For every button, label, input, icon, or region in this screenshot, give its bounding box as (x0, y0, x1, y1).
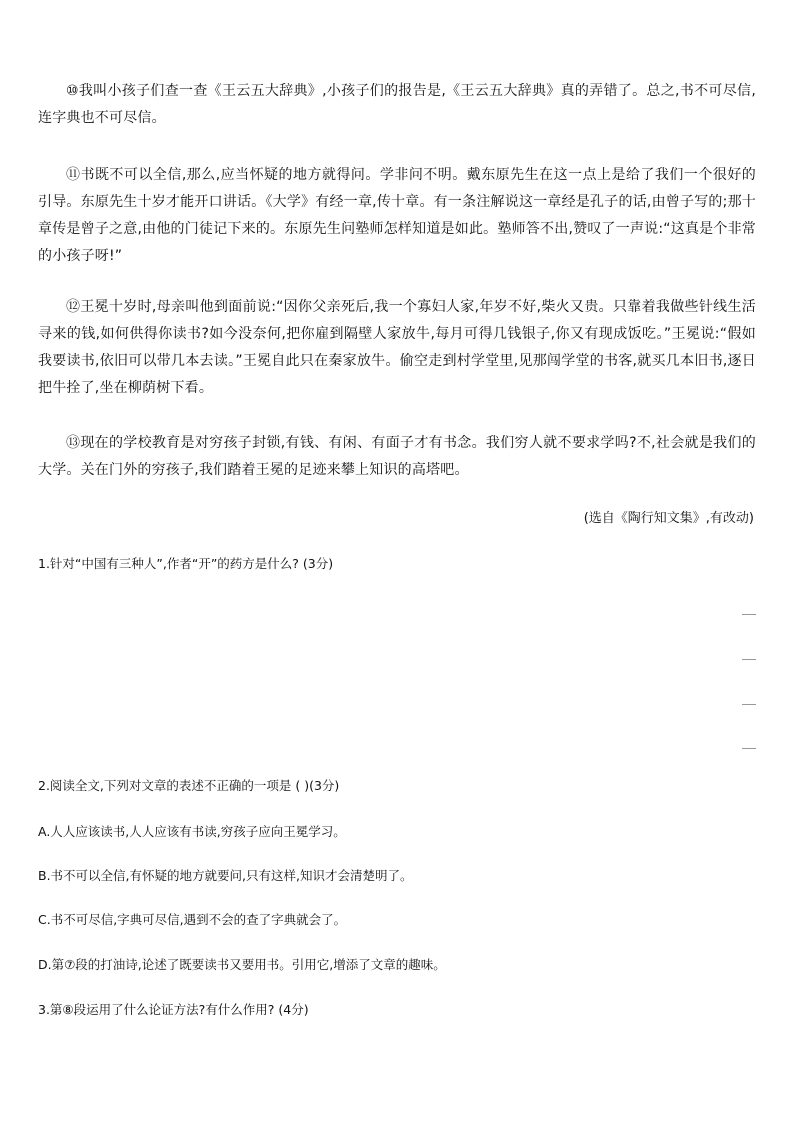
paragraph-11: ⑪书既不可以全信,那么,应当怀疑的地方就得问。学非问不明。戴东原先生在这一点上是给了我们一个很好的引导。东原先生十岁才能开口讲话。《大学》有经一章,传十章。有一条注解说这一章经是孔子的话,由曾子写的;那十章传是曾子之意,由他的门徒记下来的。东原先生问塾师怎样知道是如此。塾师答不出,赞叹了一声说:“这真是个非常的小孩子呀!” (38, 167, 756, 264)
answer-line (742, 614, 756, 615)
paragraph-12: ⑫王冕十岁时,母亲叫他到面前说:“因你父亲死后,我一个寡妇人家,年岁不好,柴火又贵。只靠着我做些针线生活寻来的钱,如何供得你读书?如今没奈何,把你雇到隔壁人家放牛,每月可得几钱银子,你又有现成饭吃。”王冕说:“假如我要读书,依旧可以带几本去读。”王冕自此只在秦家放牛。偷空走到村学堂里,见那闯学堂的书客,就买几本旧书,逐日把牛拴了,坐在柳荫树下看。 (38, 299, 756, 396)
option-b: B.书不可以全信,有怀疑的地方就要问,只有这样,知识才会清楚明了。 (38, 868, 413, 883)
question-1: 1.针对“中国有三种人”,作者“开”的药方是什么? (3分) (38, 556, 334, 571)
option-c: C.书不可尽信,字典可尽信,遇到不会的查了字典就会了。 (38, 912, 347, 927)
answer-line (742, 659, 756, 660)
paragraph-13: ⑬现在的学校教育是对穷孩子封锁,有钱、有闲、有面子才有书念。我们穷人就不要求学吗?不,社会就是我们的大学。关在门外的穷孩子,我们踏着王冕的足迹来攀上知识的高塔吧。 (38, 435, 756, 478)
option-a: A.人人应该读书,人人应该有书读,穷孩子应向王冕学习。 (38, 824, 346, 839)
question-3: 3.第⑧段运用了什么论证方法?有什么作用? (4分) (38, 1002, 309, 1017)
source-citation: (选自《陶行知文集》,有改动) (583, 511, 754, 526)
question-2: 2.阅读全文,下列对文章的表述不正确的一项是 ( )(3分) (38, 778, 340, 793)
answer-line (742, 748, 756, 749)
paragraph-10: ⑩我叫小孩子们查一查《王云五大辞典》,小孩子们的报告是,《王云五大辞典》真的弄错了。总之,书不可尽信,连字典也不可尽信。 (38, 83, 756, 126)
answer-line (742, 704, 756, 705)
option-d: D.第⑦段的打油诗,论述了既要读书又要用书。引用它,增添了文章的趣味。 (38, 957, 446, 972)
